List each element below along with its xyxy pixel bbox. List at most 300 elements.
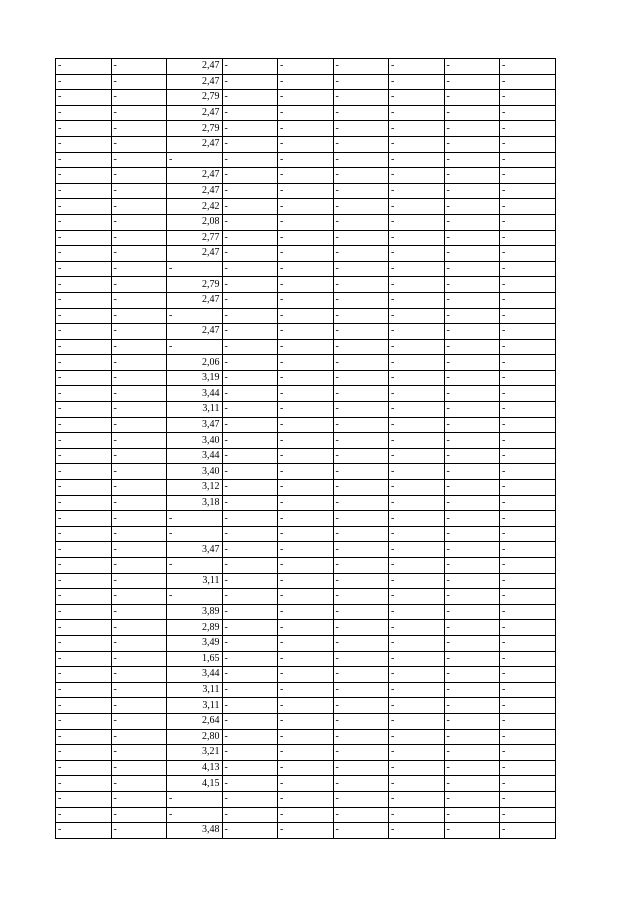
table-cell: -: [167, 339, 223, 355]
table-cell: -: [333, 667, 389, 683]
table-cell: -: [111, 682, 167, 698]
table-cell: -: [333, 791, 389, 807]
table-cell: -: [389, 620, 445, 636]
table-cell: 2,77: [167, 230, 223, 246]
table-cell: -: [56, 651, 112, 667]
table-cell: -: [333, 713, 389, 729]
table-cell: -: [444, 152, 500, 168]
table-cell: -: [333, 308, 389, 324]
table-cell: -: [500, 292, 556, 308]
table-cell: -: [56, 667, 112, 683]
table-cell: -: [444, 698, 500, 714]
table-cell: -: [278, 183, 334, 199]
table-cell: -: [222, 370, 278, 386]
table-cell: -: [278, 168, 334, 184]
table-row: [56, 277, 556, 293]
table-cell: -: [333, 59, 389, 75]
table-cell: -: [333, 386, 389, 402]
table-cell: -: [222, 480, 278, 496]
table-cell: -: [333, 339, 389, 355]
table-cell: -: [56, 230, 112, 246]
table-cell: -: [278, 667, 334, 683]
table-row: [56, 433, 556, 449]
table-cell: 3,12: [167, 480, 223, 496]
table-row: [56, 230, 556, 246]
table-cell: -: [278, 292, 334, 308]
table-cell: -: [167, 511, 223, 527]
table-cell: -: [333, 823, 389, 839]
table-cell: -: [222, 214, 278, 230]
table-cell: -: [111, 464, 167, 480]
table-cell: -: [333, 807, 389, 823]
table-cell: -: [111, 760, 167, 776]
table-row: [56, 136, 556, 152]
table-cell: -: [111, 386, 167, 402]
table-cell: -: [444, 589, 500, 605]
table-cell: -: [56, 386, 112, 402]
table-cell: -: [333, 729, 389, 745]
table-cell: -: [444, 667, 500, 683]
table-cell: -: [222, 604, 278, 620]
table-row: [56, 682, 556, 698]
table-cell: -: [111, 573, 167, 589]
table-cell: -: [389, 464, 445, 480]
table-row: [56, 464, 556, 480]
table-row: [56, 558, 556, 574]
table-row: [56, 620, 556, 636]
table-cell: 3,47: [167, 417, 223, 433]
table-cell: -: [111, 199, 167, 215]
table-cell: -: [333, 199, 389, 215]
table-cell: -: [389, 277, 445, 293]
table-cell: -: [444, 573, 500, 589]
table-cell: -: [222, 823, 278, 839]
table-cell: -: [278, 589, 334, 605]
table-cell: -: [389, 791, 445, 807]
table-cell: -: [56, 698, 112, 714]
table-cell: -: [500, 261, 556, 277]
table-cell: -: [389, 136, 445, 152]
table-cell: -: [333, 105, 389, 121]
table-cell: 3,40: [167, 464, 223, 480]
table-cell: -: [111, 635, 167, 651]
table-cell: -: [444, 823, 500, 839]
table-cell: -: [278, 651, 334, 667]
table-cell: -: [278, 90, 334, 106]
table-cell: 2,47: [167, 183, 223, 199]
table-cell: -: [56, 339, 112, 355]
table-cell: -: [444, 136, 500, 152]
table-cell: -: [222, 573, 278, 589]
table-row: [56, 90, 556, 106]
table-cell: -: [278, 745, 334, 761]
table-cell: -: [500, 807, 556, 823]
table-cell: -: [333, 464, 389, 480]
table-cell: -: [56, 682, 112, 698]
table-cell: 3,11: [167, 698, 223, 714]
table-cell: -: [222, 386, 278, 402]
table-cell: -: [333, 635, 389, 651]
table-cell: -: [56, 776, 112, 792]
table-cell: -: [111, 604, 167, 620]
table-cell: -: [111, 745, 167, 761]
table-cell: -: [389, 386, 445, 402]
table-cell: -: [333, 698, 389, 714]
table-cell: -: [389, 495, 445, 511]
table-cell: 2,47: [167, 292, 223, 308]
table-cell: -: [333, 573, 389, 589]
table-cell: -: [222, 90, 278, 106]
table-cell: -: [333, 526, 389, 542]
table-cell: -: [333, 214, 389, 230]
table-cell: -: [444, 246, 500, 262]
table-cell: -: [278, 682, 334, 698]
table-cell: -: [500, 791, 556, 807]
table-cell: -: [444, 386, 500, 402]
table-cell: -: [333, 604, 389, 620]
table-cell: -: [500, 682, 556, 698]
table-cell: -: [333, 90, 389, 106]
table-row: [56, 651, 556, 667]
table-cell: -: [111, 448, 167, 464]
table-cell: -: [500, 589, 556, 605]
table-cell: -: [278, 448, 334, 464]
table-cell: -: [500, 667, 556, 683]
table-row: [56, 386, 556, 402]
table-cell: -: [278, 698, 334, 714]
table-cell: -: [111, 59, 167, 75]
table-cell: -: [389, 90, 445, 106]
table-cell: -: [278, 105, 334, 121]
table-cell: -: [500, 386, 556, 402]
table-cell: -: [278, 542, 334, 558]
table-cell: 3,18: [167, 495, 223, 511]
table-cell: -: [444, 183, 500, 199]
table-cell: -: [389, 480, 445, 496]
table-cell: -: [389, 370, 445, 386]
table-cell: -: [500, 573, 556, 589]
table-cell: -: [56, 324, 112, 340]
table-cell: -: [333, 589, 389, 605]
table-cell: -: [222, 402, 278, 418]
table-cell: -: [222, 791, 278, 807]
table-cell: -: [444, 511, 500, 527]
table-cell: -: [444, 417, 500, 433]
table-cell: -: [278, 776, 334, 792]
table-cell: 2,64: [167, 713, 223, 729]
table-cell: -: [111, 152, 167, 168]
table-cell: 3,11: [167, 682, 223, 698]
table-row: [56, 480, 556, 496]
table-cell: 2,06: [167, 355, 223, 371]
table-cell: -: [222, 199, 278, 215]
table-cell: -: [111, 542, 167, 558]
table-cell: -: [167, 791, 223, 807]
table-cell: -: [111, 402, 167, 418]
table-row: [56, 261, 556, 277]
table-row: [56, 121, 556, 137]
table-cell: -: [222, 292, 278, 308]
table-cell: -: [500, 635, 556, 651]
table-cell: -: [167, 558, 223, 574]
table-cell: 2,47: [167, 168, 223, 184]
table-cell: -: [222, 760, 278, 776]
table-cell: -: [278, 386, 334, 402]
table-cell: 3,44: [167, 448, 223, 464]
table-row: [56, 183, 556, 199]
table-cell: -: [500, 230, 556, 246]
table-cell: -: [500, 823, 556, 839]
table-cell: -: [111, 526, 167, 542]
table-cell: -: [111, 74, 167, 90]
table-cell: -: [333, 355, 389, 371]
table-cell: -: [111, 480, 167, 496]
table-cell: 2,47: [167, 246, 223, 262]
table-cell: -: [444, 324, 500, 340]
table-cell: 3,19: [167, 370, 223, 386]
table-cell: -: [111, 713, 167, 729]
table-cell: -: [500, 713, 556, 729]
table-cell: -: [111, 214, 167, 230]
table-cell: -: [222, 74, 278, 90]
table-cell: -: [500, 526, 556, 542]
table-cell: -: [389, 417, 445, 433]
table-cell: -: [333, 745, 389, 761]
table-cell: -: [500, 511, 556, 527]
table-cell: -: [111, 417, 167, 433]
table-cell: 2,08: [167, 214, 223, 230]
table-row: [56, 542, 556, 558]
table-cell: -: [500, 168, 556, 184]
table-row: [56, 402, 556, 418]
table-cell: -: [444, 558, 500, 574]
table-cell: -: [333, 511, 389, 527]
table-cell: -: [444, 230, 500, 246]
table-cell: -: [444, 464, 500, 480]
table-cell: -: [333, 620, 389, 636]
table-row: [56, 214, 556, 230]
table-cell: -: [56, 433, 112, 449]
table-cell: -: [56, 745, 112, 761]
table-cell: -: [444, 433, 500, 449]
table-cell: 2,47: [167, 324, 223, 340]
table-cell: -: [278, 121, 334, 137]
table-cell: -: [278, 214, 334, 230]
table-cell: -: [56, 542, 112, 558]
table-cell: -: [444, 74, 500, 90]
table-cell: -: [56, 760, 112, 776]
table-cell: -: [278, 604, 334, 620]
table-cell: -: [278, 464, 334, 480]
table-cell: -: [500, 339, 556, 355]
table-cell: -: [222, 776, 278, 792]
table-cell: -: [167, 152, 223, 168]
table-cell: -: [56, 713, 112, 729]
table-cell: -: [389, 214, 445, 230]
table-cell: -: [222, 526, 278, 542]
table-cell: -: [333, 246, 389, 262]
table-cell: -: [278, 558, 334, 574]
table-cell: -: [333, 324, 389, 340]
table-cell: -: [56, 495, 112, 511]
table-cell: -: [222, 682, 278, 698]
table-cell: 2,47: [167, 59, 223, 75]
table-cell: -: [444, 604, 500, 620]
table-cell: -: [389, 542, 445, 558]
table-cell: -: [111, 324, 167, 340]
table-cell: -: [500, 417, 556, 433]
table-cell: -: [278, 74, 334, 90]
table-cell: -: [444, 620, 500, 636]
table-cell: -: [444, 651, 500, 667]
table-cell: -: [389, 573, 445, 589]
table-cell: -: [389, 448, 445, 464]
table-cell: -: [278, 230, 334, 246]
table-cell: 4,15: [167, 776, 223, 792]
table-cell: -: [389, 807, 445, 823]
table-cell: -: [56, 511, 112, 527]
table-row: [56, 745, 556, 761]
table-cell: -: [444, 807, 500, 823]
table-cell: -: [500, 776, 556, 792]
table-cell: -: [389, 168, 445, 184]
table-cell: -: [500, 402, 556, 418]
table-row: [56, 589, 556, 605]
table-cell: -: [500, 183, 556, 199]
table-cell: -: [333, 230, 389, 246]
table-cell: -: [111, 823, 167, 839]
table-row: [56, 370, 556, 386]
table-cell: -: [222, 651, 278, 667]
table-cell: -: [500, 105, 556, 121]
table-cell: -: [278, 573, 334, 589]
table-cell: 2,47: [167, 74, 223, 90]
table-cell: -: [222, 745, 278, 761]
table-row: [56, 760, 556, 776]
table-cell: -: [222, 542, 278, 558]
table-cell: -: [222, 417, 278, 433]
table-cell: -: [444, 355, 500, 371]
table-cell: -: [389, 74, 445, 90]
table-cell: -: [500, 620, 556, 636]
table-row: [56, 776, 556, 792]
table-cell: -: [56, 729, 112, 745]
table-cell: -: [444, 635, 500, 651]
table-cell: -: [111, 511, 167, 527]
table-cell: -: [333, 682, 389, 698]
table-cell: -: [500, 90, 556, 106]
table-row: [56, 667, 556, 683]
table-cell: 2,79: [167, 90, 223, 106]
table-cell: -: [389, 105, 445, 121]
table-cell: -: [389, 760, 445, 776]
table-cell: -: [278, 308, 334, 324]
table-cell: -: [111, 105, 167, 121]
table-cell: -: [333, 402, 389, 418]
table-cell: -: [111, 261, 167, 277]
table-cell: -: [444, 277, 500, 293]
table-row: [56, 417, 556, 433]
table-cell: -: [56, 823, 112, 839]
table-cell: -: [111, 776, 167, 792]
table-cell: -: [333, 480, 389, 496]
table-row: [56, 495, 556, 511]
table-cell: -: [167, 589, 223, 605]
table-cell: -: [333, 542, 389, 558]
table-row: [56, 791, 556, 807]
table-cell: -: [222, 152, 278, 168]
table-cell: -: [500, 448, 556, 464]
table-cell: -: [167, 807, 223, 823]
table-cell: -: [444, 729, 500, 745]
table-cell: -: [278, 635, 334, 651]
table-cell: -: [444, 168, 500, 184]
table-cell: -: [444, 526, 500, 542]
table-row: [56, 324, 556, 340]
table-cell: -: [500, 59, 556, 75]
table-cell: -: [333, 74, 389, 90]
table-body: [56, 59, 556, 839]
table-cell: -: [222, 807, 278, 823]
table-cell: -: [222, 729, 278, 745]
table-cell: -: [56, 417, 112, 433]
table-row: [56, 152, 556, 168]
table-cell: -: [333, 121, 389, 137]
table-row: [56, 105, 556, 121]
table-cell: -: [111, 667, 167, 683]
table-cell: -: [500, 308, 556, 324]
table-cell: -: [111, 90, 167, 106]
table-cell: 2,47: [167, 105, 223, 121]
table-row: [56, 168, 556, 184]
table-cell: -: [56, 74, 112, 90]
table-row: [56, 448, 556, 464]
table-cell: -: [389, 511, 445, 527]
table-cell: -: [56, 214, 112, 230]
table-cell: -: [389, 59, 445, 75]
table-cell: -: [500, 370, 556, 386]
table-cell: -: [111, 355, 167, 371]
table-cell: -: [278, 760, 334, 776]
table-cell: -: [389, 526, 445, 542]
table-cell: -: [56, 464, 112, 480]
table-cell: -: [500, 558, 556, 574]
table-cell: 3,47: [167, 542, 223, 558]
table-cell: -: [278, 495, 334, 511]
table-cell: -: [500, 214, 556, 230]
table-cell: -: [389, 308, 445, 324]
table-cell: -: [222, 620, 278, 636]
table-cell: -: [278, 713, 334, 729]
table-cell: -: [222, 558, 278, 574]
table-cell: -: [56, 370, 112, 386]
table-cell: -: [222, 589, 278, 605]
table-cell: -: [222, 495, 278, 511]
table-cell: -: [444, 370, 500, 386]
table-cell: -: [278, 823, 334, 839]
table-cell: -: [389, 713, 445, 729]
table-cell: -: [500, 433, 556, 449]
table-cell: -: [389, 667, 445, 683]
table-cell: -: [389, 776, 445, 792]
table-cell: -: [444, 261, 500, 277]
table-cell: 3,48: [167, 823, 223, 839]
table-cell: -: [333, 277, 389, 293]
table-cell: -: [333, 183, 389, 199]
table-cell: -: [56, 791, 112, 807]
table-row: [56, 698, 556, 714]
table-cell: -: [500, 698, 556, 714]
